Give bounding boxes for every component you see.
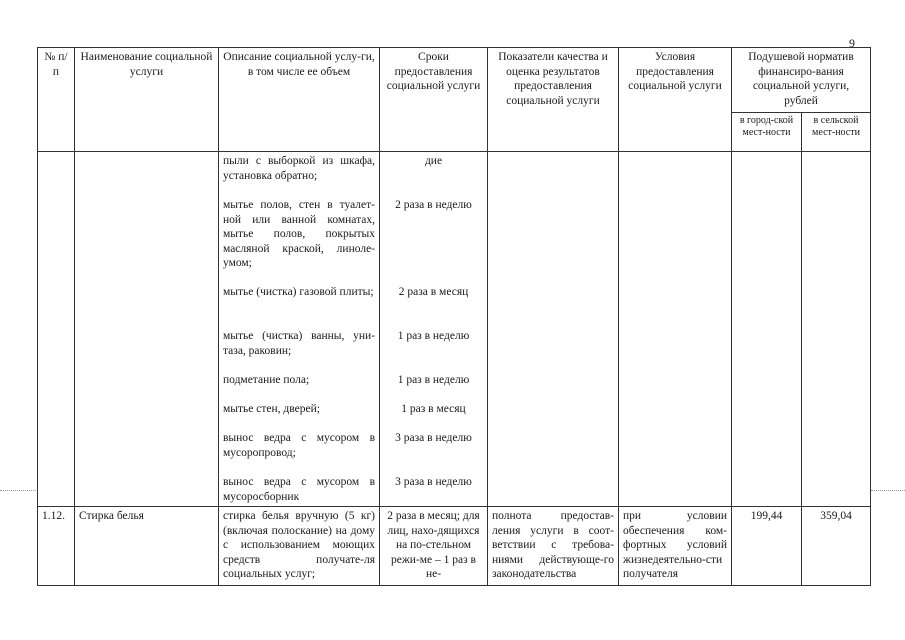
term-item: 1 раз в неделю: [397, 374, 470, 386]
header-urban: в город-ской мест-ности: [732, 113, 802, 152]
desc-item: мытье стен, дверей;: [223, 403, 320, 415]
continuation-terms-cell: [380, 152, 488, 507]
header-normative: Подушевой норматив финансиро-вания социальной услуги, рублей: [732, 48, 871, 113]
continuation-description-cell: [219, 152, 380, 507]
header-quality: Показатели качества и оценка результатов предоставления социальной услуги: [488, 48, 619, 152]
term-item: 2 раза в месяц: [398, 286, 469, 298]
continuation-name-cell: [75, 152, 219, 507]
service-conditions: при условии обеспечения ком-фортных условий жизнедеятельно-сти получателя: [619, 507, 732, 586]
header-rural: в сельской мест-ности: [802, 113, 871, 152]
header-description: Описание социальной услу-ги, в том числе ее объем: [219, 48, 380, 152]
desc-item: вынос ведра с мусором в мусоропровод;: [223, 432, 375, 459]
header-conditions: Условия предоставления социальной услуги: [619, 48, 732, 152]
term-item: 3 раза в неделю: [395, 476, 472, 488]
service-name: Стирка белья: [75, 507, 219, 586]
desc-item: мытье полов, стен в туалет-ной или ванной комнатах, мытье полов, покрытых масляной краской, линоле-умом;: [223, 199, 375, 269]
term-item: 2 раза в неделю: [395, 199, 472, 211]
service-description: стирка белья вручную (5 кг) (включая полоскание) на дому с использованием моющих средств получате-ля социальных услуг;: [219, 507, 380, 586]
continuation-urban-cell: [732, 152, 802, 507]
continuation-conditions-cell: [619, 152, 732, 507]
header-terms: Сроки предоставления социальной услуги: [380, 48, 488, 152]
desc-item: вынос ведра с мусором в мусоросборник: [223, 476, 375, 503]
desc-item: пыли с выборкой из шкафа, установка обратно;: [223, 155, 375, 182]
term-item: дие: [424, 155, 443, 167]
header-name: Наименование социальной услуги: [75, 48, 219, 152]
service-urban-cost: 199,44: [732, 507, 802, 586]
header-row: [38, 48, 871, 113]
continuation-row: [38, 152, 871, 507]
continuation-quality-cell: [488, 152, 619, 507]
desc-item: подметание пола;: [223, 374, 310, 386]
dotted-rule-right: [871, 490, 905, 491]
service-rural-cost: 359,04: [802, 507, 871, 586]
continuation-rural-cell: [802, 152, 871, 507]
term-item: 1 раз в неделю: [397, 330, 470, 342]
services-table: [37, 47, 871, 586]
service-term: 2 раза в месяц; для лиц, нахо-дящихся на по-стельном режи-ме – 1 раз в не-: [380, 507, 488, 586]
continuation-num-cell: [38, 152, 75, 507]
dotted-rule-left: [0, 490, 36, 491]
term-item: 3 раза в неделю: [395, 432, 472, 444]
service-quality: полнота предостав-ления услуги в соот-ветствии с требова-ниями действующе-го законодательства: [488, 507, 619, 586]
term-item: 1 раз в месяц: [401, 403, 466, 415]
service-num: 1.12.: [38, 507, 75, 586]
header-num: № п/п: [38, 48, 75, 152]
service-row-1-12: [38, 507, 871, 586]
desc-item: мытье (чистка) ванны, уни-таза, раковин;: [223, 330, 375, 357]
desc-item: мытье (чистка) газовой плиты;: [223, 286, 374, 298]
page-number: 9: [849, 36, 855, 50]
